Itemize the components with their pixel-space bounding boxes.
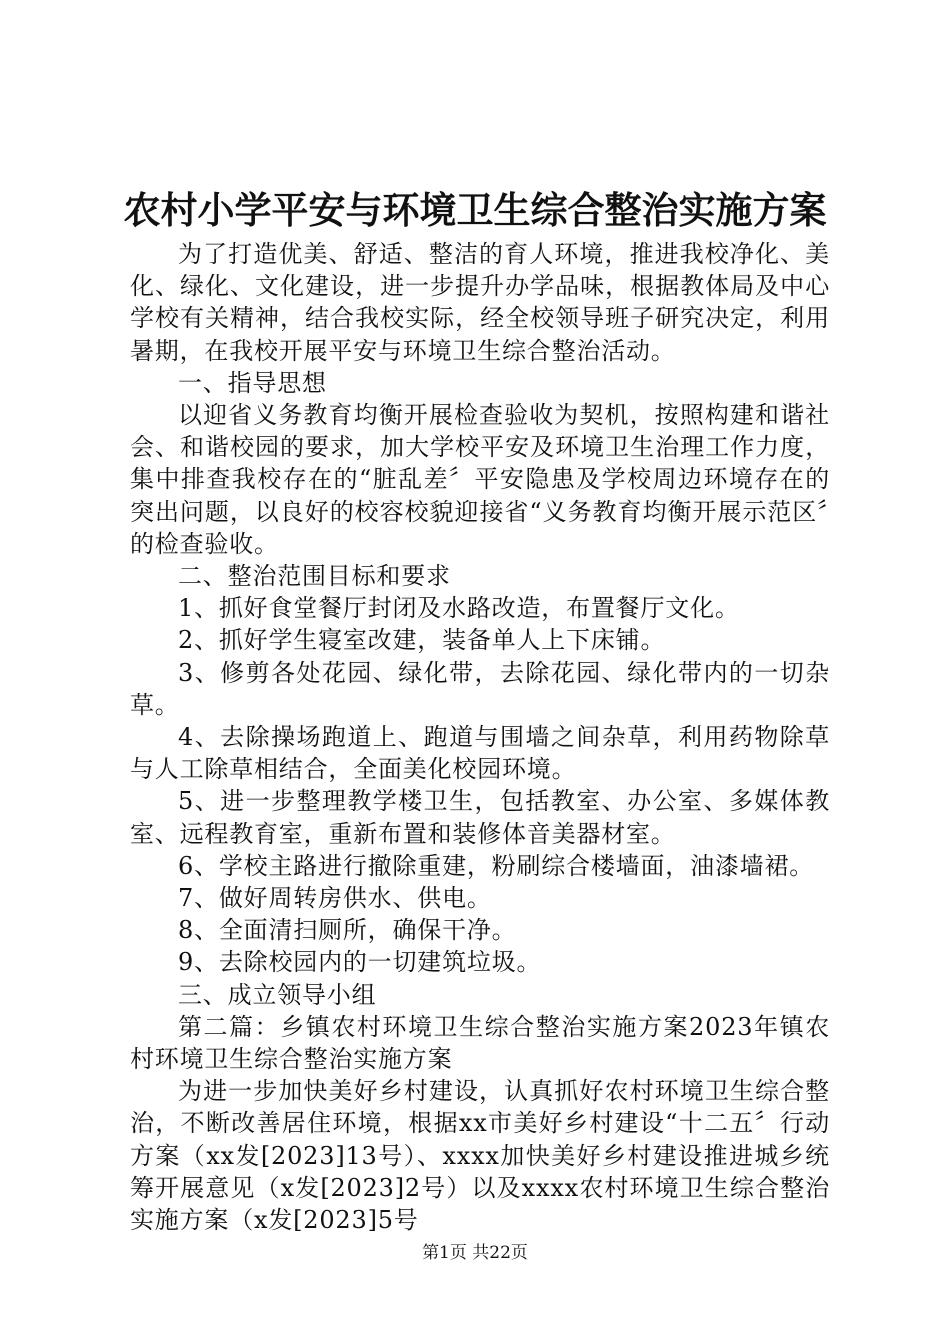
list-item: 9、去除校园内的一切建筑垃圾。 xyxy=(178,948,542,977)
section-heading-scope: 二、整治范围目标和要求 xyxy=(178,562,451,591)
chapter-heading-second: 第二篇：乡镇农村环境卫生综合整治实施方案2023年镇农村环境卫生综合整治实施方案 xyxy=(130,1012,830,1074)
list-item: 1、抓好食堂餐厅封闭及水路改造，布置餐厅文化。 xyxy=(178,594,740,623)
document-body xyxy=(130,238,830,1236)
list-item: 6、学校主路进行撤除重建，粉刷综合楼墙面，油漆墙裙。 xyxy=(178,851,815,880)
paragraph-second-intro: 为进一步加快美好乡村建设，认真抓好农村环境卫生综合整治，不断改善居住环境，根据xx市美好乡村建设“十二五〞行动方案（xx发[2023]13号）、xxxx加快美好乡村建设推进城乡统筹开展意见（x发[2023]2号）以及xxxx农村环境卫生综合整治实施方案（x发[2023]5号 xyxy=(130,1077,830,1235)
page-number-footer: 第1页 共22页 xyxy=(422,1243,528,1263)
paragraph-intro: 为了打造优美、舒适、整洁的育人环境，推进我校净化、美化、绿化、文化建设，进一步提升办学品味，根据教体局及中心学校有关精神，结合我校实际，经全校领导班子研究决定，利用暑期，在我校开展平安与环境卫生综合整治活动。 xyxy=(130,240,830,365)
list-item: 8、全面清扫厕所，确保干净。 xyxy=(178,916,517,945)
list-item: 2、抓好学生寝室改建，装备单人上下床铺。 xyxy=(178,626,666,655)
list-item: 4、去除操场跑道上、跑道与围墙之间杂草，利用药物除草与人工除草相结合，全面美化校园环境。 xyxy=(130,723,830,784)
section-heading-guiding-thought: 一、指导思想 xyxy=(178,368,327,397)
section-heading-leadership: 三、成立领导小组 xyxy=(178,980,377,1009)
list-item: 7、做好周转房供水、供电。 xyxy=(178,884,492,913)
list-item: 5、进一步整理教学楼卫生，包括教室、办公室、多媒体教室、远程教育室，重新布置和装修体音美器材室。 xyxy=(130,787,830,848)
document-title: 农村小学平安与环境卫生综合整治实施方案 xyxy=(123,188,827,232)
paragraph-guiding-thought: 以迎省义务教育均衡开展检查验收为契机，按照构建和谐社会、和谐校园的要求，加大学校平安及环境卫生治理工作力度，集中排查我校存在的“脏乱差〞平安隐患及学校周边环境存在的突出问题，以良好的校容校貌迎接省“义务教育均衡开展示范区〞的检查验收。 xyxy=(130,401,830,558)
list-item: 3、修剪各处花园、绿化带，去除花园、绿化带内的一切杂草。 xyxy=(130,658,830,719)
